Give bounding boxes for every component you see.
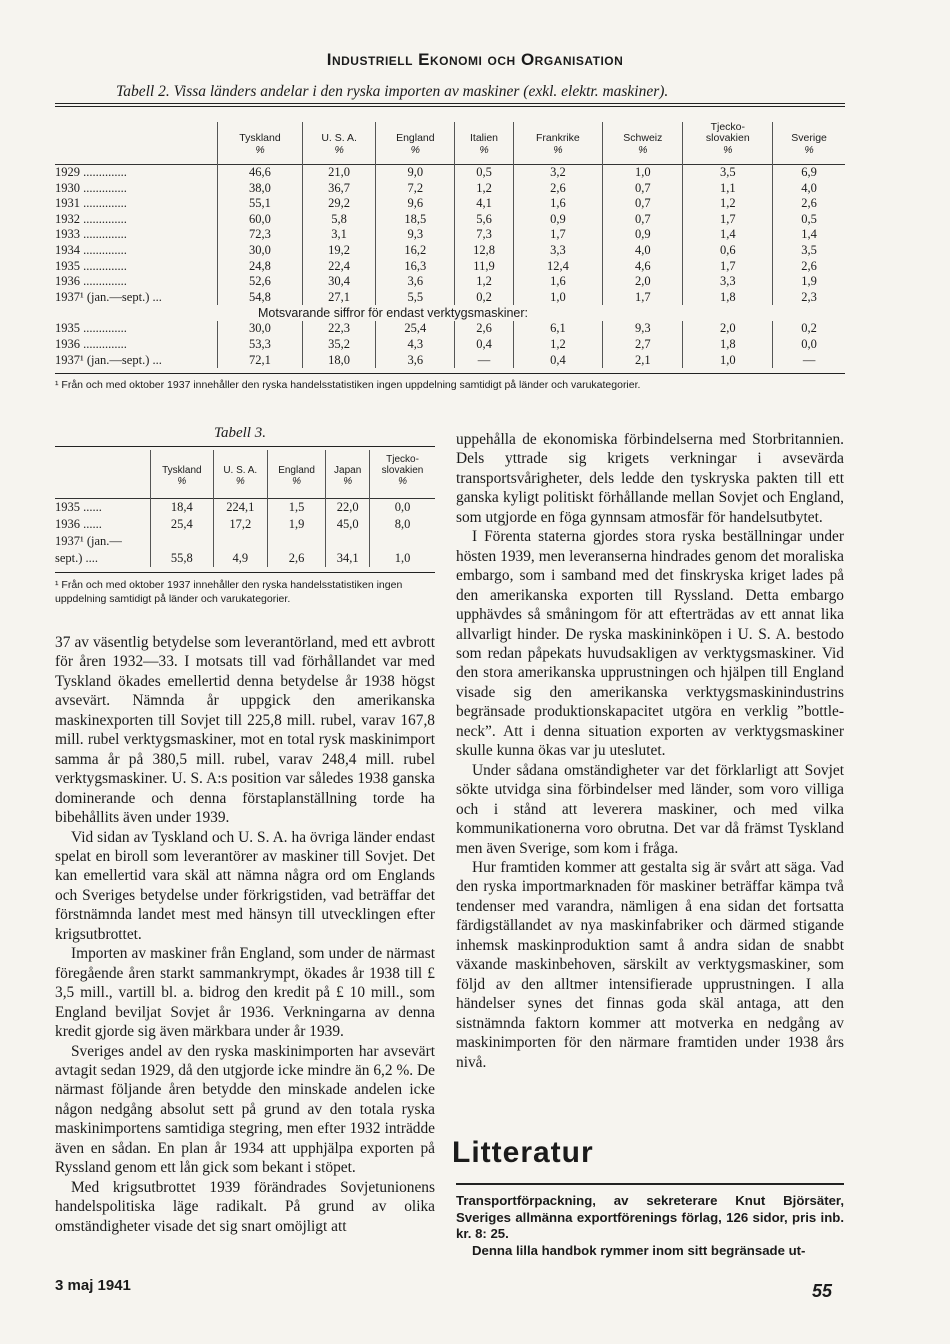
- table-row: [55, 533, 435, 550]
- footer-date: 3 maj 1941: [55, 1277, 131, 1294]
- table-cell: 52,6: [218, 274, 303, 290]
- table3-caption: Tabell 3.: [214, 425, 266, 441]
- table2-col-header: Frankrike: [513, 122, 603, 144]
- table2-footnote: ¹ Från och med oktober 1937 innehåller den ryska handelsstatistiken ingen uppdelning samtidigt på länder och varukategorier.: [55, 379, 641, 391]
- table-cell: 4,0: [773, 181, 845, 197]
- paragraph: Med krigsutbrottet 1939 förändrades Sovjetunionens handelspolitiska läge radikalt. På grund av olika omständigheter visade det sig snart omöjligt att: [55, 1178, 435, 1235]
- table-row: [55, 274, 845, 290]
- table-cell: 34,1: [326, 550, 370, 567]
- table-cell: 16,3: [376, 259, 455, 275]
- paragraph: uppehålla de ekonomiska förbindelserna med Storbritannien. Dels yttrade sig krigets verkningar i avsevärda transportsvårigheter, dels ledde den tyskryska pakten till ett ganska kyligt politiskt förhållande mellan Sovjet och England, som utgjorde en föga gynnsam atmosfär för handelsutbytet.: [456, 431, 844, 526]
- paragraph: Sveriges andel av den ryska maskinimporten har avsevärt avtagit sedan 1929, då den utgjorde icke mindre än 6,2 %. De närmast följande åren betydde den minskade andelen icke någon nedgång absolut sett på grund av den totala ryska maskinimportens samtidiga stegring, men efter 1932 inträdde även en sådan. En plan år 1934 att upphjälpa exporten på Ryssland genom ett lån gick som bekant i stöpet.: [55, 1042, 435, 1177]
- literature-entry: Transportförpackning, av sekreterare Knut Björsäter, Sveriges allmänna exportförenings förlag, 126 sidor, pris inb. kr. 8: 25.: [456, 1193, 844, 1241]
- table-cell: 4,6: [603, 259, 683, 275]
- row-label: 1935 ..............: [55, 258, 127, 273]
- table3-stub-header: [55, 450, 151, 476]
- row-label: 1935 ..............: [55, 321, 127, 336]
- table-row: [55, 499, 435, 517]
- table-cell: 72,1: [218, 353, 303, 369]
- table-cell: 0,5: [455, 165, 513, 181]
- row-label: 1934 ..............: [55, 242, 127, 257]
- table-cell: 1,8: [683, 290, 773, 306]
- article-left-column: [55, 633, 435, 1236]
- page-number: 55: [812, 1281, 833, 1301]
- table-cell: 3,6: [376, 274, 455, 290]
- table-cell: 35,2: [302, 337, 375, 353]
- table-row: [55, 227, 845, 243]
- table3-col-header: Tjecko- slovakien: [370, 450, 435, 476]
- table-cell: 3,3: [683, 274, 773, 290]
- table3-unit: %: [326, 476, 370, 499]
- table-cell: 25,4: [151, 516, 214, 533]
- table-cell: 18,5: [376, 212, 455, 228]
- table-cell: 0,7: [603, 181, 683, 197]
- table2-top-rule: [55, 103, 845, 104]
- table-cell: 1,9: [773, 274, 845, 290]
- table3-col-header: Tyskland: [151, 450, 214, 476]
- table-cell: 2,6: [773, 196, 845, 212]
- table-cell: [370, 533, 435, 550]
- table-cell: 30,0: [218, 321, 303, 337]
- table2: [55, 122, 845, 368]
- table-cell: 0,7: [603, 212, 683, 228]
- table2-subheading: Motsvarande siffror för endast verktygsmaskiner:: [258, 305, 529, 320]
- table-cell: 7,2: [376, 181, 455, 197]
- table-cell: 2,6: [773, 259, 845, 275]
- table3-footnote: ¹ Från och med oktober 1937 innehåller den ryska handelsstatistiken ingen uppdelning samtidigt på länder och varukategorier.: [55, 579, 403, 605]
- table-cell: 4,0: [603, 243, 683, 259]
- table2-col-header: U. S. A.: [302, 122, 375, 144]
- table2-stub-header: [55, 122, 218, 144]
- table-cell: 22,3: [302, 321, 375, 337]
- table-cell: 25,4: [376, 321, 455, 337]
- table-cell: [267, 533, 325, 550]
- literature-heading: Litteratur: [452, 1136, 594, 1169]
- table-cell: 3,1: [302, 227, 375, 243]
- table-cell: 9,6: [376, 196, 455, 212]
- table-row: [55, 165, 845, 181]
- table2-unit: %: [683, 144, 773, 165]
- row-label: 1935 ......: [55, 500, 102, 514]
- table-cell: 30,4: [302, 274, 375, 290]
- table-cell: 1,7: [513, 227, 603, 243]
- table2-col-header: Tyskland: [218, 122, 303, 144]
- table-cell: 1,2: [455, 274, 513, 290]
- table-cell: 46,6: [218, 165, 303, 181]
- table-cell: 1,0: [683, 353, 773, 369]
- table-cell: 0,2: [455, 290, 513, 306]
- table-cell: 4,1: [455, 196, 513, 212]
- table-row: [55, 243, 845, 259]
- table-cell: 12,8: [455, 243, 513, 259]
- table-row: [55, 290, 845, 306]
- table-cell: 1,0: [603, 165, 683, 181]
- paragraph: Importen av maskiner från England, som under de närmast föregående åren starkt sammankrympt, ökades år 1938 till £ 3,5 mill., vartill bl. a. bidrog den kredit på £ 10 mill., som England beviljat Sovjet år 1936. Verkningarna av denna kredit gjorde sig även märkbara under år 1939.: [55, 945, 435, 1041]
- table-cell: 1,9: [267, 516, 325, 533]
- table-cell: 1,0: [370, 550, 435, 567]
- table-row: [55, 353, 845, 369]
- table-row: [55, 181, 845, 197]
- table-cell: 2,6: [267, 550, 325, 567]
- table-cell: 1,4: [683, 227, 773, 243]
- table-cell: [326, 533, 370, 550]
- table3-col-header: England: [267, 450, 325, 476]
- paragraph: Hur framtiden kommer att gestalta sig är svårt att säga. Vad den ryska importmarknaden för maskiner beträffar kämpa två tendenser med varandra, nämligen å ena sidan det fortsatta färdigställandet av nya maskinfabriker och därmed stigande inhemsk maskinproduktion samt å andra sidan de snabbt växande maskinbehoven, särskilt av verktygsmaskiner, som följd av den alltmer intensifierade upprustningen. I alla händelser synes det finnas goda skäl antaga, att den sistnämnda faktorn kommer att motverka en nedgång av maskinimporten för den närmare framtiden under 1938 års nivå.: [456, 858, 844, 1071]
- table2-unit: %: [218, 144, 303, 165]
- table-cell: 1,6: [513, 196, 603, 212]
- table-cell: 27,1: [302, 290, 375, 306]
- table-cell: 1,2: [683, 196, 773, 212]
- table-cell: 6,9: [773, 165, 845, 181]
- table-cell: 2,0: [683, 321, 773, 337]
- table-cell: 1,7: [683, 212, 773, 228]
- table-cell: 18,0: [302, 353, 375, 369]
- table-cell: 22,0: [326, 499, 370, 517]
- table3-top-rule: [55, 446, 435, 447]
- table-cell: 1,5: [267, 499, 325, 517]
- table-cell: 3,5: [683, 165, 773, 181]
- table-cell: 16,2: [376, 243, 455, 259]
- table-cell: —: [773, 353, 845, 369]
- table-cell: 1,2: [513, 337, 603, 353]
- table-cell: 1,8: [683, 337, 773, 353]
- table-cell: 0,6: [683, 243, 773, 259]
- row-label: 1937¹ (jan.—sept.) ...: [55, 289, 162, 304]
- table-cell: 55,1: [218, 196, 303, 212]
- row-label: 1932 ..............: [55, 211, 127, 226]
- table-cell: 2,7: [603, 337, 683, 353]
- table2-col-header: Schweiz: [603, 122, 683, 144]
- table-cell: 224,1: [213, 499, 267, 517]
- table-cell: 11,9: [455, 259, 513, 275]
- table-cell: 3,3: [513, 243, 603, 259]
- table-cell: 0,4: [455, 337, 513, 353]
- table-cell: 1,7: [683, 259, 773, 275]
- table-cell: 9,0: [376, 165, 455, 181]
- running-head: Industriell Ekonomi och Organisation: [326, 50, 624, 69]
- table-cell: 3,2: [513, 165, 603, 181]
- table3-col-header: Japan: [326, 450, 370, 476]
- table3-bottom-rule: [55, 572, 435, 573]
- table-cell: 30,0: [218, 243, 303, 259]
- table-cell: 18,4: [151, 499, 214, 517]
- table-cell: —: [455, 353, 513, 369]
- paragraph: Vid sidan av Tyskland och U. S. A. ha övriga länder endast spelat en biroll som leverantörer av maskiner till Sovjet. Det kan emellertid vara skäl att nämna några ord om Englands och Sveriges betydelse under förkrigstiden, vad beträffar det förstnämnda landet mest med hänsyn till utvecklingen efter krigsutbrottet.: [55, 828, 435, 943]
- table-cell: 24,8: [218, 259, 303, 275]
- table-cell: 0,5: [773, 212, 845, 228]
- table-cell: 1,7: [603, 290, 683, 306]
- table-cell: 55,8: [151, 550, 214, 567]
- table-row: [55, 212, 845, 228]
- row-label: 1929 ..............: [55, 165, 127, 179]
- table-cell: 3,6: [376, 353, 455, 369]
- table-row: [55, 550, 435, 567]
- paragraph: I Förenta staterna gjordes stora ryska beställningar under hösten 1939, men leveranserna hindrades genom det moraliska embargo, som i samband med det finskryska kriget lades på den amerikanska exporten till Ryssland. Detta embargo upphävdes så småningom för att efterträdas av ett annat lika allvarligt hinder. De ryska maskininköpen i U. S. A. bestodo som redan påpekats huvudsakligen av verktygsmaskiner. Vid den stora amerikanska upprustningen och hjälpen till England visade sig den amerikanska verktygsmaskinindustrins begränsade produktionskapacitet utgöra en verklig ”bottle-neck”. Att i denna situation exporten av verktygsmaskiner skulle kunna ökas var ju uteslutet.: [456, 528, 844, 760]
- table-cell: 2,0: [603, 274, 683, 290]
- table2-unit: %: [513, 144, 603, 165]
- table2-bottom-rule: [55, 373, 845, 374]
- table-cell: 38,0: [218, 181, 303, 197]
- table2-caption: Tabell 2. Vissa länders andelar i den ryska importen av maskiner (exkl. elektr. maskiner).: [116, 83, 669, 100]
- table-cell: 5,8: [302, 212, 375, 228]
- table-cell: [151, 533, 214, 550]
- table2-top-rule-2: [55, 106, 845, 107]
- article-right-column: [456, 430, 844, 1072]
- table-cell: 0,9: [513, 212, 603, 228]
- table2-unit: %: [376, 144, 455, 165]
- table-row: [55, 259, 845, 275]
- table-cell: 2,1: [603, 353, 683, 369]
- table-cell: 7,3: [455, 227, 513, 243]
- paragraph: Under sådana omständigheter var det förklarligt att Sovjet sökte utvidga sina förbindelser med länder, som voro villiga och i stånd att leverera maskiner, och med vilka kommunikationerna voro obrutna. Det var då främst Tyskland men även Sverige, som kom i fråga.: [456, 761, 844, 857]
- table2-unit: %: [455, 144, 513, 165]
- table2-unit: %: [773, 144, 845, 165]
- table2-col-header: Italien: [455, 122, 513, 144]
- table-cell: 45,0: [326, 516, 370, 533]
- table-cell: 0,0: [773, 337, 845, 353]
- table-cell: 19,2: [302, 243, 375, 259]
- literature-text: Denna lilla handbok rymmer inom sitt begränsade ut-: [472, 1242, 806, 1258]
- table3-unit: %: [370, 476, 435, 499]
- table-cell: 1,2: [455, 181, 513, 197]
- table-cell: 22,4: [302, 259, 375, 275]
- table-cell: 0,4: [513, 353, 603, 369]
- row-label: 1937¹ (jan.—: [55, 534, 122, 548]
- table-cell: 0,0: [370, 499, 435, 517]
- literature-body: [456, 1193, 844, 1259]
- table-cell: 53,3: [218, 337, 303, 353]
- table-cell: 1,1: [683, 181, 773, 197]
- table-cell: 5,6: [455, 212, 513, 228]
- table-cell: 54,8: [218, 290, 303, 306]
- table-cell: [213, 533, 267, 550]
- table3: [55, 450, 435, 567]
- table-cell: 3,5: [773, 243, 845, 259]
- table2-col-header: England: [376, 122, 455, 144]
- table-cell: 17,2: [213, 516, 267, 533]
- table-cell: 29,2: [302, 196, 375, 212]
- table-cell: 12,4: [513, 259, 603, 275]
- table-cell: 1,0: [513, 290, 603, 306]
- table-cell: 5,5: [376, 290, 455, 306]
- table-row: [55, 337, 845, 353]
- row-label: 1936 ......: [55, 517, 102, 531]
- row-label: 1933 ..............: [55, 227, 127, 242]
- table-cell: 1,4: [773, 227, 845, 243]
- table-row: [55, 321, 845, 337]
- table-cell: 0,2: [773, 321, 845, 337]
- table-cell: 2,6: [513, 181, 603, 197]
- table-cell: 21,0: [302, 165, 375, 181]
- table3-unit: %: [213, 476, 267, 499]
- table-cell: 4,3: [376, 337, 455, 353]
- table-cell: 6,1: [513, 321, 603, 337]
- row-label: 1930 ..............: [55, 180, 127, 195]
- row-label: 1937¹ (jan.—sept.) ...: [55, 352, 162, 367]
- table3-col-header: U. S. A.: [213, 450, 267, 476]
- table-cell: 1,6: [513, 274, 603, 290]
- row-label: 1936 ..............: [55, 274, 127, 289]
- table-cell: 60,0: [218, 212, 303, 228]
- table3-unit: %: [151, 476, 214, 499]
- table-cell: 0,9: [603, 227, 683, 243]
- table-cell: 0,7: [603, 196, 683, 212]
- table-row: [55, 196, 845, 212]
- table-row: [55, 516, 435, 533]
- table3-unit: %: [267, 476, 325, 499]
- row-label: sept.) ....: [55, 551, 99, 565]
- row-label: 1936 ..............: [55, 336, 127, 351]
- literature-rule: [456, 1183, 844, 1185]
- table2-unit: %: [603, 144, 683, 165]
- table2-col-header: Tjecko- slovakien: [683, 122, 773, 144]
- row-label: 1931 ..............: [55, 196, 127, 211]
- table2-col-header: Sverige: [773, 122, 845, 144]
- table-cell: 2,6: [455, 321, 513, 337]
- table-cell: 72,3: [218, 227, 303, 243]
- table-cell: 9,3: [603, 321, 683, 337]
- table-cell: 4,9: [213, 550, 267, 567]
- table-cell: 8,0: [370, 516, 435, 533]
- table-cell: 2,3: [773, 290, 845, 306]
- table-cell: 36,7: [302, 181, 375, 197]
- table-cell: 9,3: [376, 227, 455, 243]
- paragraph: 37 av väsentlig betydelse som leverantörland, med ett avbrott för åren 1932—33. I motsats till vad förhållandet var med Tyskland ökades emellertid denna betydelse år 1938 högst avsevärt. Nämnda år uppgick den amerikanska maskinexporten till Sovjet till 225,8 mill. rubel, varav 167,8 mill. rubel verktygsmaskiner, mot en total rysk maskinimport samma år på 380,5 mill. rubel, varav 248,4 mill. rubel verktygsmaskiner. U. S. A:s position var således 1938 ganska dominerande och denna förstaplanställning torde ha bibehållits även under 1939.: [55, 634, 435, 827]
- table2-unit: %: [302, 144, 375, 165]
